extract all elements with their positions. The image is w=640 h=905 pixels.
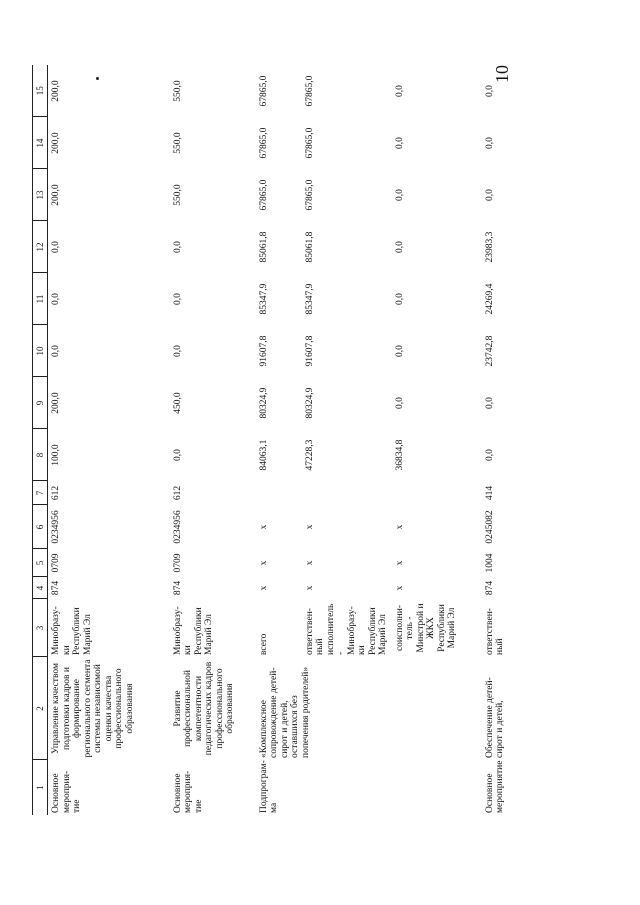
column-header: 12 — [33, 221, 48, 273]
cell-value: 0,0 — [484, 189, 495, 201]
cell-value: 67865,0 — [258, 75, 269, 107]
table-row — [48, 65, 170, 815]
cell-type: Подпрограм-ма — [258, 760, 279, 813]
cell-executor: ответствен-ный исполнитель - Минобразу-ки Республики Марий Эл — [304, 603, 388, 655]
table-row — [256, 65, 302, 815]
cell-name: Управление качеством подготовки кадров и формирование регионального сегмента системы независимой оценки качества профессионального образования — [51, 659, 135, 758]
cell-rzpr: 1004 — [484, 553, 495, 573]
cell-csr: 0245082 — [484, 510, 495, 544]
cell-grbs: х — [258, 585, 269, 591]
cell-value: 200,0 — [51, 80, 61, 102]
cell-value: 0,0 — [394, 241, 405, 253]
cell-rzpr: х — [258, 560, 269, 566]
column-header: 4 — [33, 577, 48, 599]
cell-rzpr: 0709 — [172, 553, 183, 573]
cell-vr — [392, 481, 482, 505]
cell-value: 0,0 — [484, 85, 495, 97]
cell-csr: х — [258, 524, 269, 530]
column-header: 9 — [33, 377, 48, 429]
cell-rzpr: х — [394, 560, 405, 566]
cell-grbs: 874 — [172, 580, 183, 596]
cell-value: 85347,9 — [258, 283, 269, 315]
cell-name: Развитие профессиональной компетентности педагогических кадров профессионального образования — [172, 661, 235, 756]
page-number: 10 — [492, 65, 512, 83]
cell-executor: ответствен-ный — [484, 608, 505, 655]
cell-value: 0,0 — [394, 189, 405, 201]
column-header: 6 — [33, 505, 48, 549]
cell-value: 80324,9 — [304, 387, 315, 419]
cell-vr — [302, 481, 392, 505]
cell-vr: 612 — [172, 485, 183, 501]
cell-value: 0,0 — [484, 449, 495, 461]
cell-type — [392, 760, 482, 815]
cell-value: 91607,8 — [304, 335, 315, 367]
cell-value: 550,0 — [172, 184, 183, 206]
cell-value: 0,0 — [394, 345, 405, 357]
cell-value: 67865,0 — [258, 179, 269, 211]
column-header: 13 — [33, 169, 48, 221]
cell-value: 85061,8 — [258, 231, 269, 263]
cell-value: 0,0 — [484, 397, 495, 409]
cell-value: 36834,8 — [394, 439, 405, 471]
cell-value: 67865,0 — [304, 75, 315, 107]
cell-type: Основное мероприятие — [484, 760, 505, 813]
cell-value: 0,0 — [51, 241, 61, 253]
column-header: 15 — [33, 65, 48, 117]
cell-value: 0,0 — [394, 293, 405, 305]
cell-value: 450,0 — [172, 392, 183, 414]
column-header: 14 — [33, 117, 48, 169]
cell-value: 67865,0 — [304, 127, 315, 159]
cell-csr: 0234956 — [51, 510, 61, 544]
cell-rzpr: х — [304, 560, 315, 566]
column-header: 7 — [33, 481, 48, 505]
cell-value: 0,0 — [172, 241, 183, 253]
cell-grbs: 874 — [484, 580, 495, 596]
cell-csr: х — [394, 524, 405, 530]
column-header: 5 — [33, 549, 48, 577]
cell-value: 200,0 — [51, 392, 61, 414]
cell-executor: соисполни-тель - Минстрой и ЖКХ Республики Марий Эл — [394, 603, 457, 653]
cell-grbs: х — [304, 585, 315, 591]
cell-value: 100,0 — [51, 444, 61, 466]
cell-value: 84063,1 — [258, 439, 269, 471]
cell-value: 0,0 — [394, 397, 405, 409]
column-header: 10 — [33, 325, 48, 377]
cell-grbs: 874 — [51, 580, 61, 596]
cell-value: 0,0 — [394, 137, 405, 149]
cell-name: Обеспечение детей-сирот и детей, — [484, 677, 505, 758]
cell-value: 23742,8 — [484, 335, 495, 367]
cell-value: 85347,9 — [304, 283, 315, 315]
cell-value: 200,0 — [51, 184, 61, 206]
column-header: 11 — [33, 273, 48, 325]
header-row — [33, 65, 48, 815]
cell-csr: 0234956 — [172, 510, 183, 544]
cell-value: 91607,8 — [258, 335, 269, 367]
cell-value: 24269,4 — [484, 283, 495, 315]
cell-value: 0,0 — [51, 345, 61, 357]
cell-value: 0,0 — [172, 345, 183, 357]
cell-type: Основное мероприя-тие — [51, 770, 82, 813]
cell-name: «Комплексное сопровождение детей-сирот и детей, оставшихся без попечения родителей» — [258, 666, 311, 758]
cell-value: 67865,0 — [304, 179, 315, 211]
cell-value: 47228,3 — [304, 439, 315, 471]
cell-value: 23983,3 — [484, 231, 495, 263]
cell-vr: 612 — [51, 485, 61, 501]
cell-executor: Минобразу-ки Республики Марий Эл — [51, 606, 93, 655]
cell-value: 550,0 — [172, 132, 183, 154]
cell-executor: Минобразу-ки Республики Марий Эл — [172, 606, 214, 655]
column-header: 3 — [33, 599, 48, 657]
cell-value: 67865,0 — [258, 127, 269, 159]
cell-type — [302, 760, 392, 815]
cell-value: 0,0 — [484, 137, 495, 149]
table-row — [482, 65, 518, 815]
cell-value: 0,0 — [51, 293, 61, 305]
cell-value: 200,0 — [51, 132, 61, 154]
cell-executor: всего — [258, 633, 269, 655]
cell-value: 0,0 — [172, 449, 183, 461]
cell-rzpr: 0709 — [51, 553, 61, 573]
table-row — [170, 65, 256, 815]
cell-type: Основное мероприя-тие — [172, 770, 204, 813]
cell-value: 85061,8 — [304, 231, 315, 263]
cell-value: 550,0 — [172, 80, 183, 102]
column-header: 8 — [33, 429, 48, 481]
column-header: 1 — [33, 760, 48, 815]
cell-grbs: х — [394, 585, 405, 591]
cell-value: 0,0 — [172, 293, 183, 305]
column-header: 2 — [33, 657, 48, 760]
cell-vr — [256, 481, 302, 505]
cell-value: 80324,9 — [258, 387, 269, 419]
cell-vr: 414 — [484, 485, 495, 501]
cell-value: 0,0 — [394, 85, 405, 97]
cell-csr: х — [304, 524, 315, 530]
budget-table — [32, 65, 518, 815]
